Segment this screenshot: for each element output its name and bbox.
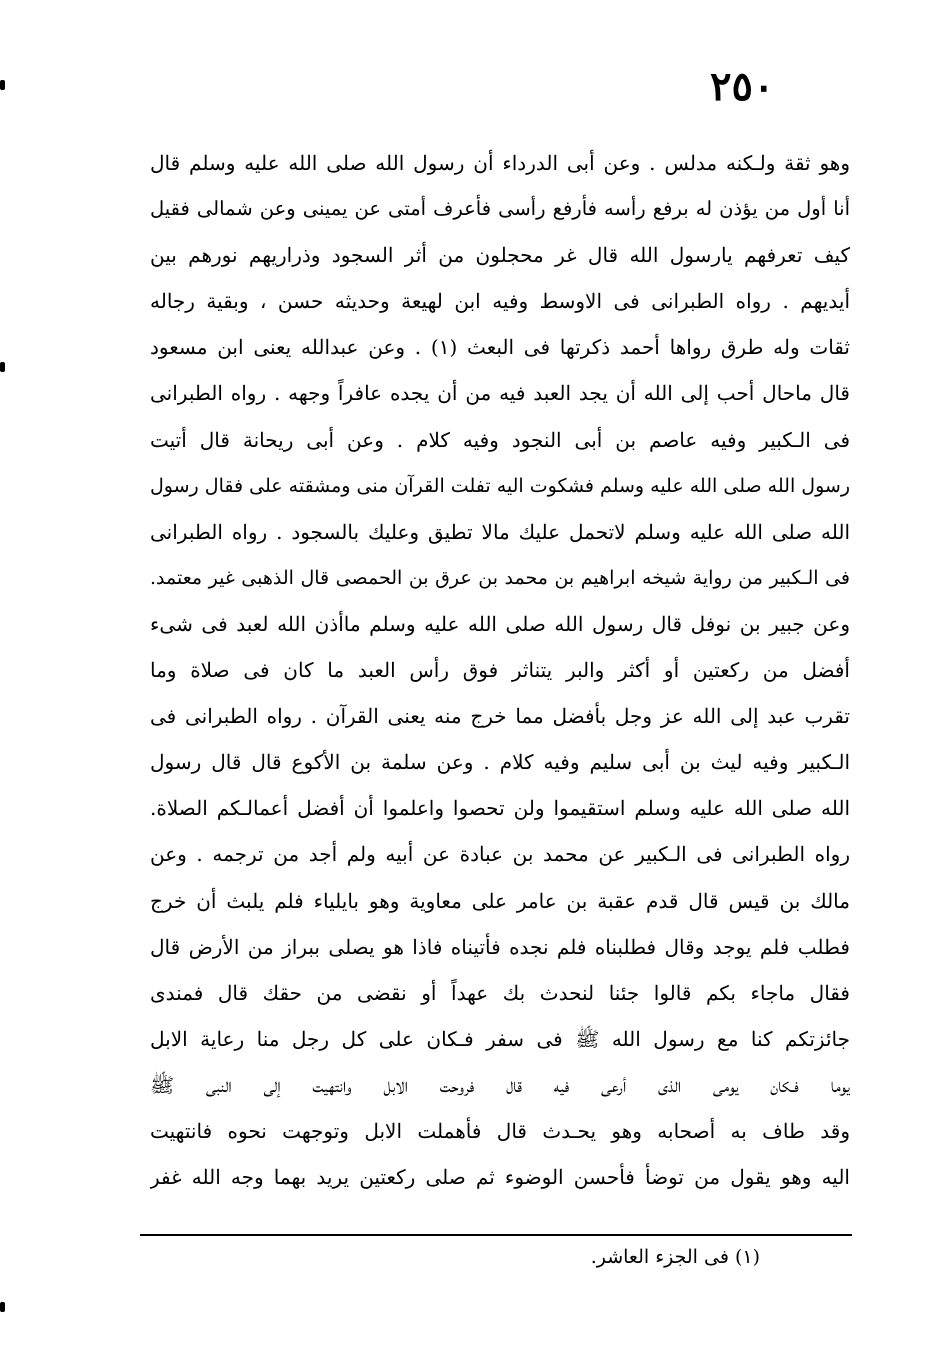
text-line: وهو ثقة ولـكنه مدلس . وعن أبى الدرداء أن رسول الله صلى الله عليه وسلم قال [150,151,850,175]
scan-edge-mark [0,80,5,90]
text-line: وقد طاف به أصحابه وهو يحـدث قال فأهملت الابل وتوجهت نحوه فانتهيت [150,1118,850,1143]
text-line: فى الـكبير من رواية شيخه ابراهيم بن محمد بن عرق بن الحمصى قال الذهبى غير معتمد. [150,566,850,589]
main-text [150,140,850,1200]
scan-edge-mark [0,362,5,372]
text-line: مالك بن قيس قال قدم عقبة بن عامر على معاوية وهو بايلياء فلم يلبث أن خرج [150,888,850,913]
text-line: كيف تعرفهم يارسول الله قال غر محجلون من أثر السجود وذراريهم نورهم بين [150,243,850,268]
text-line: رواه الطبرانى فى الـكبير عن محمد بن عبادة عن أبيه ولم أجد من ترجمه . وعن [150,842,850,867]
footnote-divider [140,1234,852,1236]
text-line: أفضل من ركعتين أو أكثر والبر يتناثر فوق رأس العبد ما كان فى صلاة وما [150,658,850,683]
text-line: الـكبير وفيه ليث بن أبى سليم وفيه كلام . وعن سلمة بن الأكوع قال قال رسول [150,750,850,775]
page-number: ٢٥٠ [710,63,775,110]
text-line: أنا أول من يؤذن له برفع رأسه فأرفع رأسى فأعرف أمتى عن يمينى وعن شمالى فقيل [150,197,850,221]
text-line: الله صلى الله عليه وسلم استقيموا ولن تحصوا واعلموا أن أفضل أعمالـكم الصلاة. [150,796,850,821]
text-line: أيديهم . رواه الطبرانى فى الاوسط وفيه ابن لهيعة وحديثه حسن ، وبقية رجاله [150,289,850,314]
text-line: فى الـكبير وفيه عاصم بن أبى النجود وفيه كلام . وعن أبى ريحانة قال أتيت [150,427,850,452]
text-line: فطلب فلم يوجد وقال فطلبناه فلم نجده فأتيناه فاذا هو يصلى ببراز من الأرض قال [150,934,850,959]
text-line: وعن جبير بن نوفل قال رسول الله صلى الله عليه وسلم ماأذن الله لعبد فى شىء [150,611,850,636]
text-line: تقرب عبد إلى الله عز وجل بأفضل مما خرج منه يعنى القرآن . رواه الطبرانى فى [150,704,850,729]
text-line: فقال ماجاء بكم قالوا جئنا لنحدث بك عهداً أو نقضى من حقك قال فمندى [150,980,850,1005]
text-line: رسول الله صلى الله عليه وسلم فشكوت اليه تفلت القرآن منى ومشقته على فقال رسول [150,474,850,497]
text-line: اليه وهو يقول من توضأ فأحسن الوضوء ثم صلى ركعتين يريد بهما وجه الله غفر [150,1165,850,1190]
text-line: ثقات وله طرق رواها أحمد ذكرتها فى البعث (١) . وعن عبدالله يعنى ابن مسعود [150,335,850,360]
text-line: الله صلى الله عليه وسلم لاتحمل عليك مالا تطيق وعليك بالسجود . رواه الطبرانى [150,519,850,544]
text-line: جائزتكم كنا مع رسول الله ﷺ فى سفر فـكان على كل رجل منا رعاية الابل [150,1026,850,1051]
footnote: (١) فى الجزء العاشر. [590,1246,760,1268]
text-line: يوما فـكان يومى الذى أرعى فيه قال فروحت الابل وانتهيت إلى النبى ﷺ [150,1072,850,1097]
scan-edge-mark [0,1302,5,1312]
text-line: قال ماحال أحب إلى الله أن يجد العبد فيه من أن يجده عافراً وجهه . رواه الطبرانى [150,381,850,406]
